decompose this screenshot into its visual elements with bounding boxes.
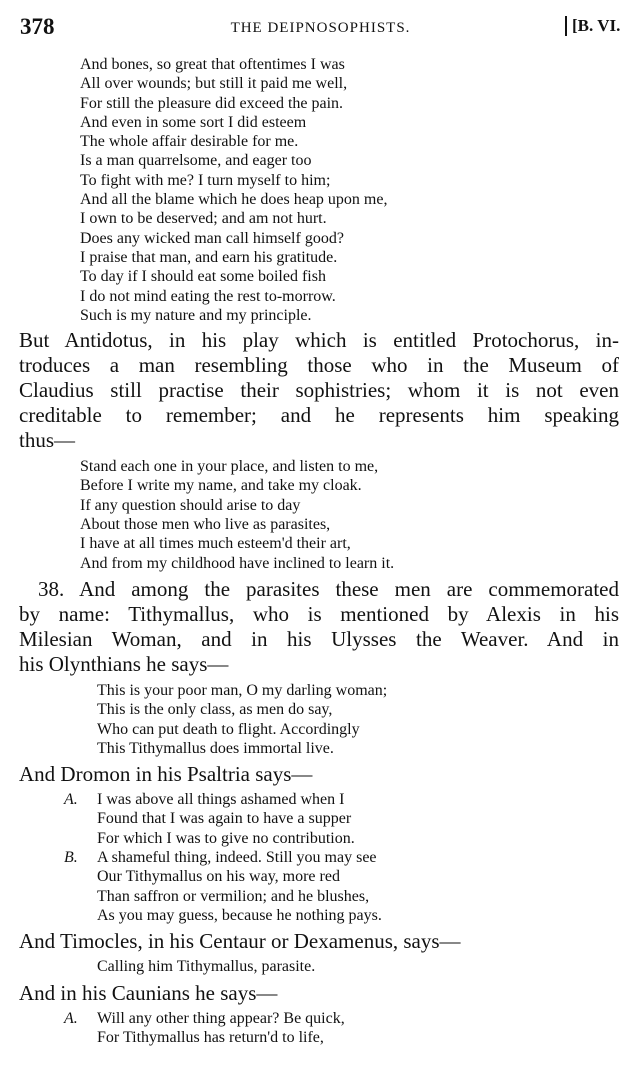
verse-line: I do not mind eating the rest to-morrow. (80, 287, 336, 305)
prose-line: Milesian Woman, and in his Ulysses the Weaver. And in (19, 626, 619, 651)
book-marker: [B. VI. (565, 16, 620, 36)
dialogue-text: As you may guess, because he nothing pays. (97, 906, 382, 924)
paragraph-antidotus (0, 328, 641, 453)
verse-block-1 (0, 55, 641, 325)
prose-line: Claudius still practise their sophistries; whom it is not even (19, 378, 619, 403)
verse-block-4 (0, 790, 641, 925)
prose-line: 38. And among the parasites these men are commemorated (38, 576, 619, 601)
dialogue-line (0, 848, 641, 867)
verse-line: If any question should arise to day (80, 496, 301, 514)
intro-dromon: And Dromon in his Psaltria says— (19, 762, 313, 787)
verse-line: Who can put death to flight. Accordingly (97, 720, 360, 738)
speaker-label: B. (64, 849, 78, 867)
dialogue-line (0, 790, 641, 809)
verse-line: This is the only class, as men do say, (97, 701, 333, 719)
running-title: THE DEIPNOSOPHISTS. (230, 20, 411, 36)
prose-line: his Olynthians he says— (19, 651, 229, 676)
verse-line: And bones, so great that oftentimes I was (80, 56, 345, 73)
verse-block-6 (0, 1009, 641, 1048)
dialogue-line (0, 887, 641, 906)
verse-line: And even in some sort I did esteem (80, 113, 307, 131)
verse-line: To day if I should eat some boiled fish (80, 268, 326, 286)
verse-block-5 (0, 957, 641, 976)
prose-line: creditable to remember; and he represents him speaking (19, 403, 619, 428)
page-body (0, 55, 641, 1047)
prose-line: by name: Tithymallus, who is mentioned by Alexis in his (19, 601, 619, 626)
verse-line: And from my childhood have inclined to learn it. (80, 554, 395, 572)
verse-line: All over wounds; but still it paid me well, (80, 75, 348, 93)
dialogue-line (0, 906, 641, 925)
speaker-label: A. (64, 1009, 78, 1027)
verse-line: Calling him Tithymallus, parasite. (97, 958, 316, 976)
prose-line: But Antidotus, in his play which is entitled Protochorus, in- (19, 328, 619, 353)
verse-line: Does any wicked man call himself good? (80, 229, 344, 247)
verse-line: Is a man quarrelsome, and eager too (80, 152, 312, 170)
verse-line: Such is my nature and my principle. (80, 306, 312, 324)
intro-caunians: And in his Caunians he says— (19, 980, 278, 1005)
verse-line: About those men who live as parasites, (80, 516, 331, 534)
dialogue-text: Than saffron or vermilion; and he blushes, (97, 887, 370, 905)
verse-line: And all the blame which he does heap upon me, (80, 191, 388, 209)
verse-line: I own to be deserved; and am not hurt. (80, 210, 327, 228)
verse-line: The whole affair desirable for me. (80, 133, 299, 151)
dialogue-line (0, 1028, 641, 1047)
dialogue-line (0, 809, 641, 828)
dialogue-line (0, 867, 641, 886)
dialogue-text: For which I was to give no contribution. (97, 829, 355, 847)
verse-block-3 (0, 681, 641, 758)
verse-line: I have at all times much esteem'd their art, (80, 535, 351, 553)
paragraph-38 (0, 577, 641, 677)
dialogue-text: Our Tithymallus on his way, more red (97, 868, 340, 886)
dialogue-text: A shameful thing, indeed. Still you may see (97, 849, 377, 867)
verse-line: For still the pleasure did exceed the pain. (80, 94, 344, 112)
verse-block-2 (0, 457, 641, 573)
speaker-label: A. (64, 791, 78, 809)
prose-line: thus— (19, 428, 76, 453)
page-header (0, 14, 641, 42)
verse-line: This is your poor man, O my darling woman; (97, 681, 388, 699)
verse-line: I praise that man, and earn his gratitude. (80, 248, 338, 266)
dialogue-line (0, 1009, 641, 1028)
verse-line: Stand each one in your place, and listen to me, (80, 458, 379, 476)
dialogue-text: Found that I was again to have a supper (97, 810, 352, 828)
dialogue-text: Will any other thing appear? Be quick, (97, 1009, 345, 1027)
prose-line: troduces a man resembling those who in the Museum of (19, 353, 619, 378)
intro-timocles: And Timocles, in his Centaur or Dexamenus, says— (19, 929, 461, 954)
dialogue-text: For Tithymallus has return'd to life, (97, 1028, 324, 1046)
dialogue-line (0, 829, 641, 848)
page-number: 378 (20, 14, 55, 39)
dialogue-text: I was above all things ashamed when I (97, 791, 345, 809)
verse-line: Before I write my name, and take my cloak. (80, 477, 362, 495)
verse-line: This Tithymallus does immortal live. (97, 739, 334, 757)
verse-line: To fight with me? I turn myself to him; (80, 171, 331, 189)
